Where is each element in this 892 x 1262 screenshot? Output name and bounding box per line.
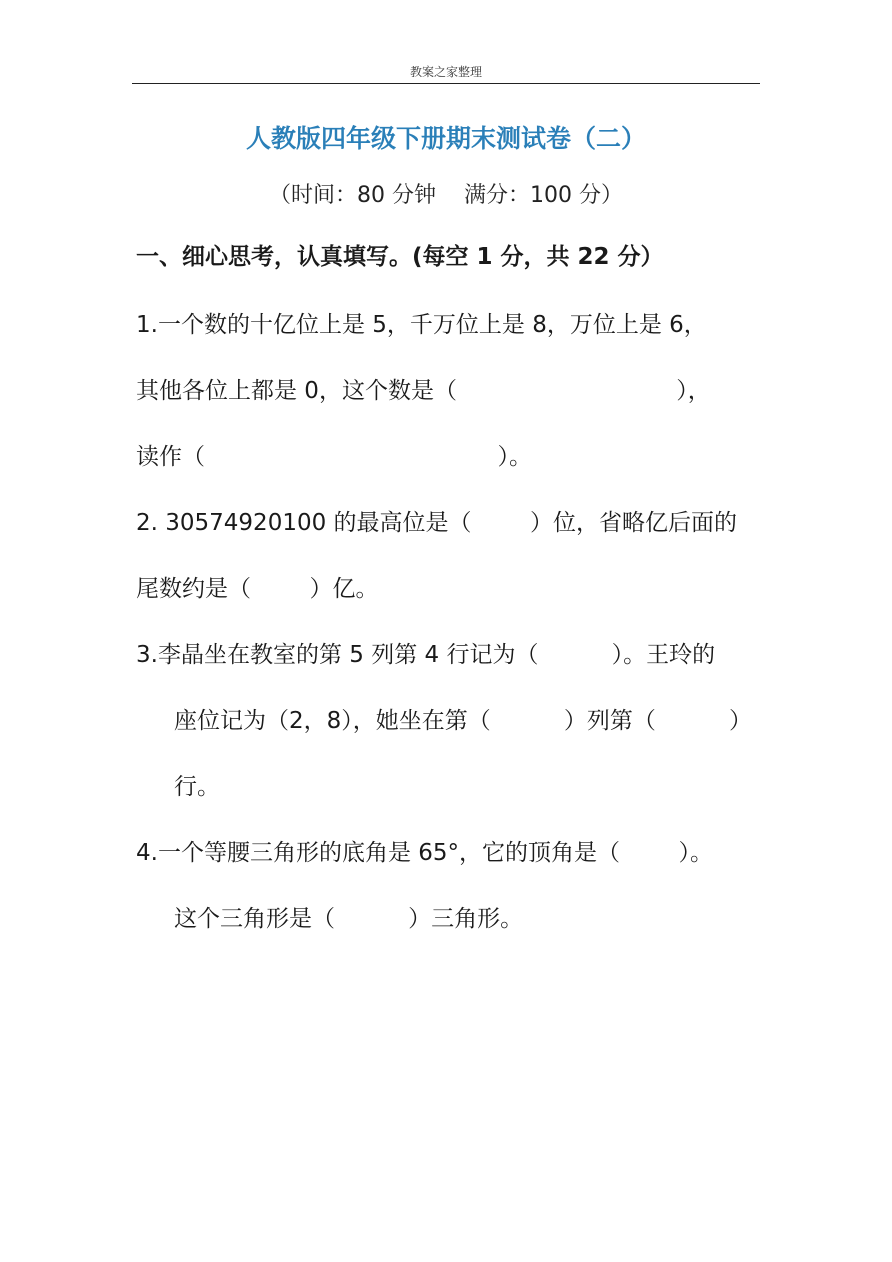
question-2-line-1: 2. 30574920100 的最高位是（ ）位，省略亿后面的: [136, 510, 738, 536]
question-3-line-2: 座位记为（2，8），她坐在第（ ）列第（ ）: [174, 708, 752, 734]
exam-time-and-score: （时间：80 分钟 满分：100 分）: [269, 183, 623, 208]
question-3-line-3: 行。: [174, 774, 220, 800]
question-4-line-2: 这个三角形是（ ）三角形。: [174, 906, 524, 932]
question-2-line-2: 尾数约是（ ）亿。: [136, 576, 379, 602]
document-title: 人教版四年级下册期末测试卷（二）: [245, 124, 646, 153]
question-4-line-1: 4.一个等腰三角形的底角是 65°，它的顶角是（ ）。: [136, 840, 714, 866]
question-3-line-1: 3.李晶坐在教室的第 5 列第 4 行记为（ ）。王玲的: [136, 642, 716, 668]
header-divider: [132, 83, 760, 84]
question-1-line-2: 其他各位上都是 0，这个数是（ ），: [136, 378, 711, 404]
section-one-heading: 一、细心思考，认真填写。(每空 1 分，共 22 分）: [136, 244, 664, 270]
question-1-line-3: 读作（ ）。: [136, 444, 532, 470]
question-1-line-1: 1.一个数的十亿位上是 5，千万位上是 8，万位上是 6，: [136, 312, 707, 338]
page-header: 教案之家整理: [409, 65, 482, 79]
